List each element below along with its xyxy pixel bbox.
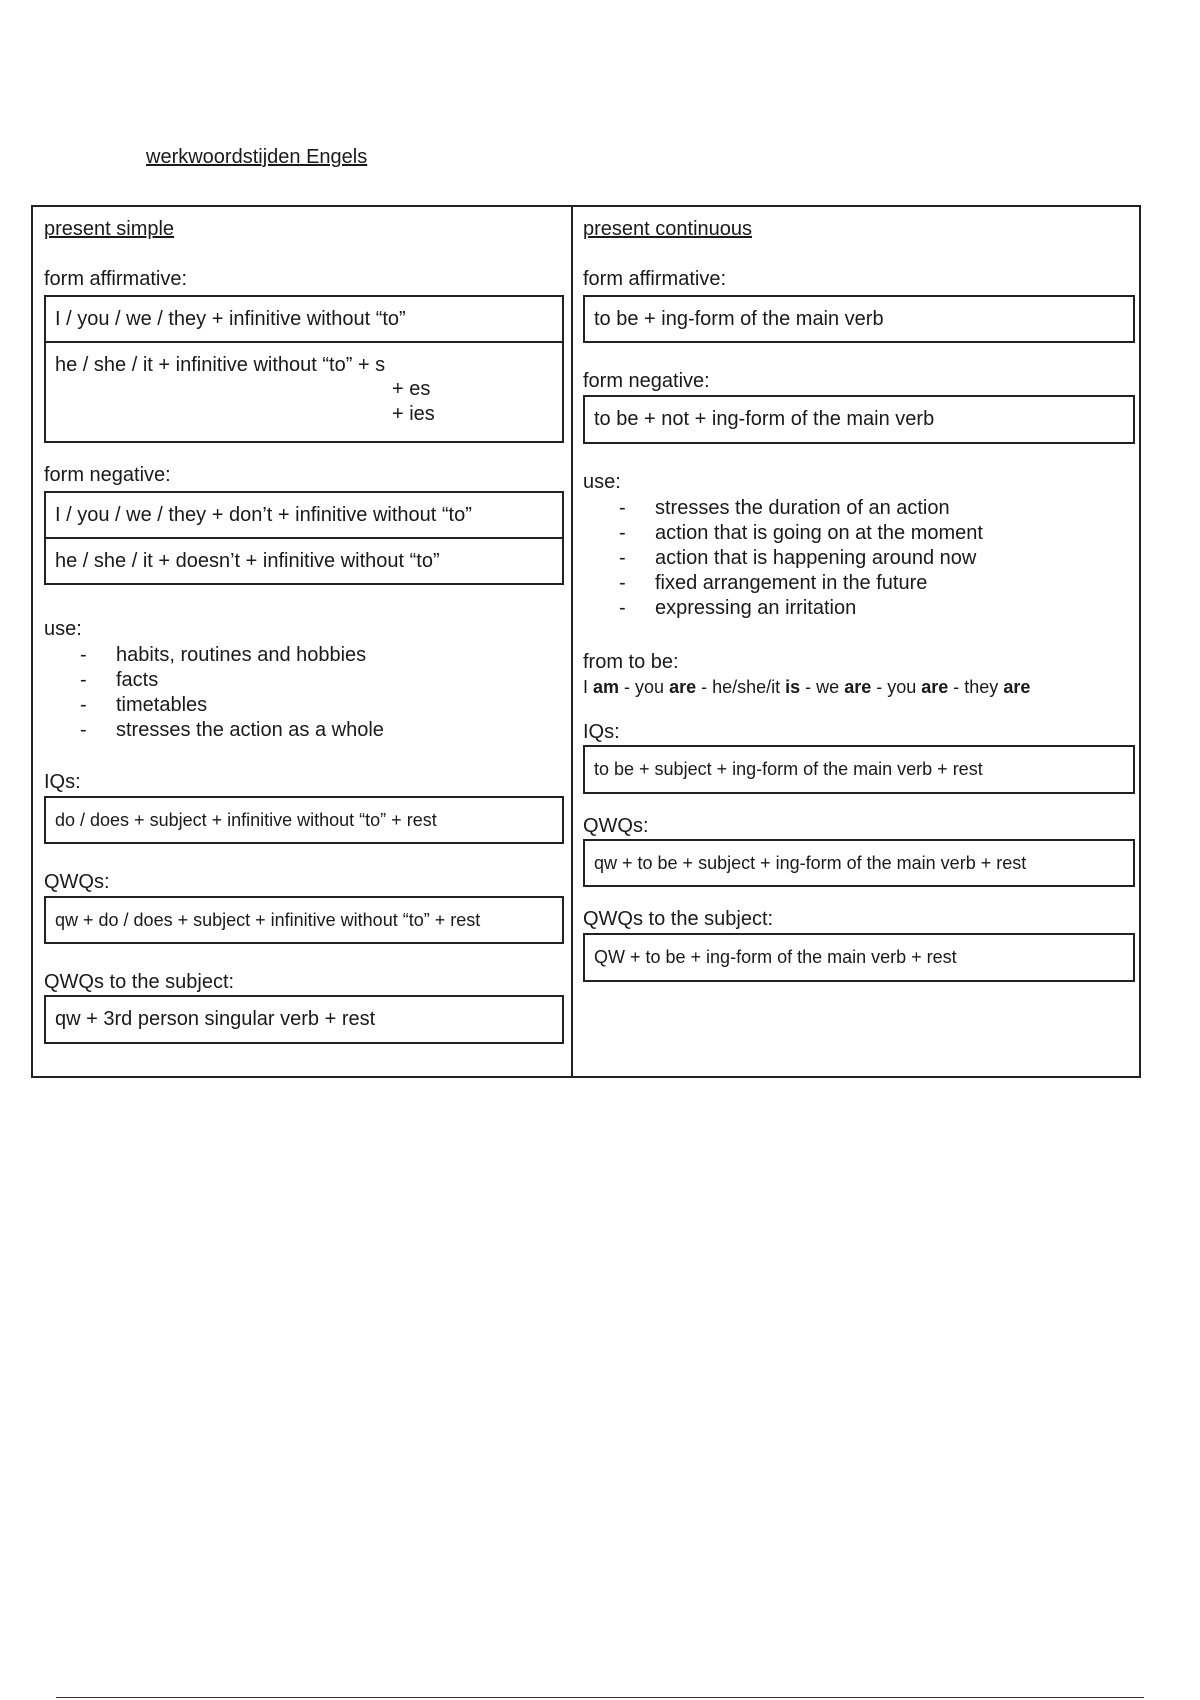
ps-qwqs-subject-box: qw + 3rd person singular verb + rest: [44, 995, 564, 1044]
pc-use-list: [583, 496, 983, 621]
present-continuous-heading: present continuous: [583, 218, 753, 240]
pc-qwqs-label: QWQs:: [583, 815, 649, 837]
ps-affirmative-row-1: I / you / we / they + infinitive without “to”: [44, 295, 564, 343]
pc-affirmative-box: to be + ing-form of the main verb: [583, 295, 1135, 343]
ps-form-negative-label: form negative:: [44, 464, 171, 486]
present-simple-heading: present simple: [44, 218, 175, 240]
ps-negative-row-2: he / she / it + doesn’t + infinitive without “to”: [44, 537, 564, 585]
list-item: - timetables: [80, 694, 208, 716]
pc-form-negative-label: form negative:: [583, 370, 710, 392]
ps-qwqs-box: qw + do / does + subject + infinitive without “to” + rest: [44, 896, 564, 944]
pc-qwqs-subject-box: QW + to be + ing-form of the main verb + rest: [583, 933, 1135, 982]
list-item: - action that is happening around now: [619, 547, 977, 569]
list-item: - action that is going on at the moment: [619, 522, 983, 544]
list-item: - fixed arrangement in the future: [619, 572, 928, 594]
list-item: - stresses the duration of an action: [619, 497, 950, 519]
ps-use-list: [44, 643, 384, 743]
column-divider: [571, 207, 573, 1076]
ps-suffix-ies: + ies: [392, 403, 435, 425]
pc-form-affirmative-label: form affirmative:: [583, 268, 726, 290]
pc-to-be-label: from to be:: [583, 651, 679, 673]
pc-qwqs-box: qw + to be + subject + ing-form of the main verb + rest: [583, 839, 1135, 887]
pc-use-label: use:: [583, 471, 621, 493]
pc-iqs-box: to be + subject + ing-form of the main verb + rest: [583, 745, 1135, 794]
pc-negative-box: to be + not + ing-form of the main verb: [583, 395, 1135, 444]
ps-use-label: use:: [44, 618, 82, 640]
list-item: - habits, routines and hobbies: [80, 644, 367, 666]
ps-iqs-label: IQs:: [44, 771, 81, 793]
list-item: - facts: [80, 669, 159, 691]
tenses-table: [31, 205, 1141, 1078]
ps-iqs-box: do / does + subject + infinitive without “to” + rest: [44, 796, 564, 844]
pc-qwqs-subject-label: QWQs to the subject:: [583, 908, 774, 930]
list-item: - stresses the action as a whole: [80, 719, 384, 741]
pc-iqs-label: IQs:: [583, 721, 620, 743]
ps-affirmative-row-2: [44, 341, 564, 443]
footer-rule: [56, 1697, 1144, 1698]
ps-qwqs-label: QWQs:: [44, 871, 110, 893]
ps-form-affirmative-label: form affirmative:: [44, 268, 187, 290]
ps-affirmative-row-2-text: he / she / it + infinitive without “to” + s: [55, 354, 386, 376]
document-title: werkwoordstijden Engels: [146, 146, 368, 168]
pc-to-be-conjugation: I am - you are - he/she/it is - we are - you are - they are: [583, 677, 1031, 697]
ps-qwqs-subject-label: QWQs to the subject:: [44, 971, 235, 993]
ps-negative-row-1: I / you / we / they + don’t + infinitive without “to”: [44, 491, 564, 539]
ps-suffix-es: + es: [392, 378, 431, 400]
list-item: - expressing an irritation: [619, 597, 857, 619]
